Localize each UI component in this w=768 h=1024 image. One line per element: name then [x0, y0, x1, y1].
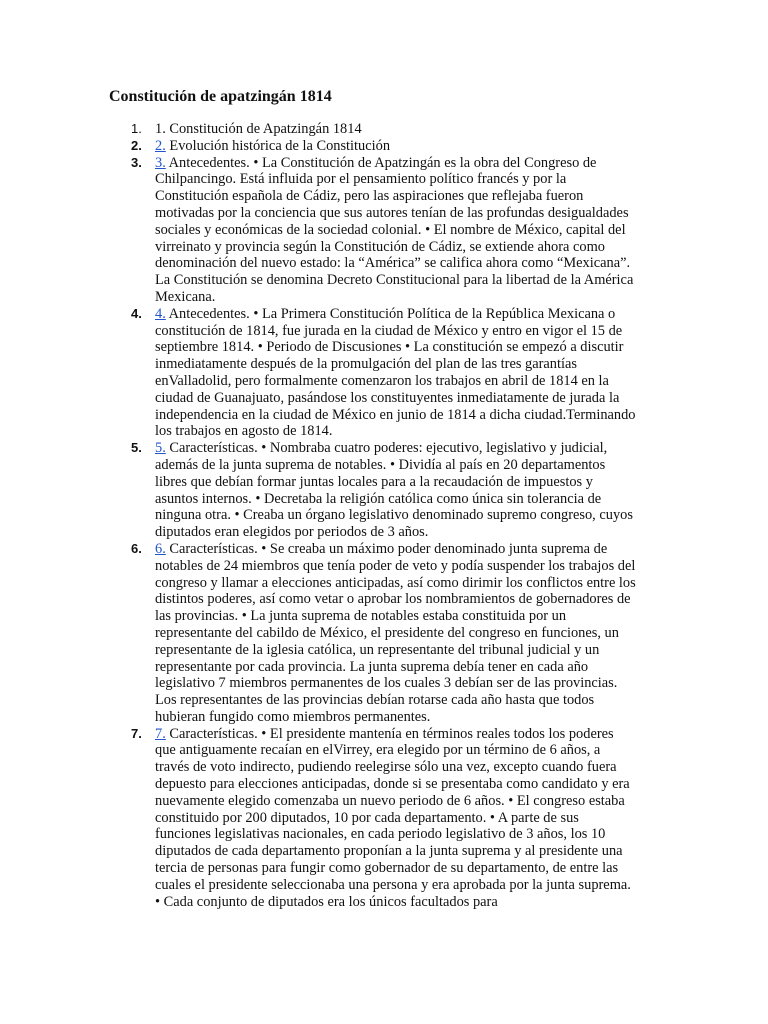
list-item [109, 726, 637, 911]
item-text: Antecedentes. • La Primera Constitución Política de la República Mexicana o constitución de 1814, fue jurada en la ciudad de México y entro en vigor el 15 de septiembre 1814. • Periodo de Discusiones • La constitución se empezó a discutir inmediatamente después de la promulgación del plan de las tres garantías enValladolid, pero formalmente comenzaron los trabajos en abril de 1814 en la ciudad de Guanajuato, pasándose los constituyentes inmediatamente de jurada la independencia en la ciudad de México en junio de 1814 a dicha ciudad.Terminando los trabajos en agosto de 1814. [155, 305, 636, 440]
item-number: 1. [131, 121, 142, 136]
list-item [109, 306, 637, 440]
item-number: 6. [131, 540, 142, 556]
document-title: Constitución de apatzingán 1814 [109, 88, 332, 105]
content-list [109, 121, 637, 910]
slide-link[interactable]: 3. [155, 154, 166, 171]
item-text: 1. Constitución de Apatzingán 1814 [155, 121, 362, 137]
item-number: 3. [131, 154, 142, 170]
slide-link[interactable]: 5. [155, 440, 166, 457]
item-number: 2. [131, 137, 142, 153]
item-text: Características. • Nombraba cuatro poderes: ejecutivo, legislativo y judicial, además de la junta suprema de notables. • Dividía al país en 20 departamentos libres que debían formar juntas locales para a la recaudación de impuestos y asuntos internos. • Decretaba la religión católica como única sin tolerancia de ninguna otra. • Creaba un órgano legislativo denominado supremo congreso, cuyos diputados eran elegidos por periodos de 3 años. [155, 440, 633, 541]
item-number: 4. [131, 305, 142, 321]
slide-link[interactable]: 7. [155, 725, 166, 742]
slide-link[interactable]: 2. [155, 137, 166, 154]
item-text: Características. • Se creaba un máximo poder denominado junta suprema de notables de 24 miembros que tenía poder de veto y podía suspender los trabajos del congreso y llamar a elecciones anticipadas, así como dirimir los conflictos entre los distintos poderes, así como vetar o aprobar los nombramientos de gobernadores de las provincias. • La junta suprema de notables estaba constituida por un representante del cabildo de México, el presidente del congreso en funciones, un representante de la iglesia católica, un representante del tribunal judicial y un representante por cada provincia. La junta suprema debía tener en cada año legislativo 7 miembros permanentes de los cuales 3 debían ser de las provincias. Los representantes de las provincias debían rotarse cada año hasta que todos hubieran fungido como miembros permanentes. [155, 540, 636, 725]
list-item [109, 440, 637, 541]
list-item [109, 155, 637, 306]
slide-link[interactable]: 6. [155, 540, 166, 557]
item-number: 7. [131, 725, 142, 741]
item-text: Características. • El presidente mantenía en términos reales todos los poderes que antiguamente recaían en elVirrey, era elegido por un término de 6 años, a través de voto indirecto, pudiendo reelegirse sólo una vez, excepto cuando fuera depuesto para elecciones anticipadas, donde si se presentaba como candidato y era nuevamente elegido comenzaba un nuevo periodo de 6 años. • El congreso estaba constituido por 200 diputados, 10 por cada departamento. • A parte de sus funciones legislativas nacionales, en cada periodo legislativo de 3 años, los 10 diputados de cada departamento proponían a la junta suprema y al presidente una tercia de personas para fungir como gobernador de su departamento, de entre las cuales el presidente seleccionaba una persona y era aprobada por la junta suprema. • Cada conjunto de diputados era los únicos facultados para [155, 725, 631, 910]
list-item [109, 138, 637, 155]
item-number: 5. [131, 440, 142, 456]
list-item [109, 541, 637, 726]
item-text: Antecedentes. • La Constitución de Apatzingán es la obra del Congreso de Chilpancingo. Está influida por el pensamiento político francés y por la Constitución española de Cádiz, pero las aspiraciones que reflejaba fueron motivadas por la conciencia que sus autores tenían de las profundas desigualdades sociales y económicas de la sociedad colonial. • El nombre de México, capital del virreinato y provincia según la Constitución de Cádiz, se extiende ahora como denominación del nuevo estado: la “América” se califica ahora como “Mexicana”. La Constitución se denomina Decreto Constitucional para la libertad de la América Mexicana. [155, 154, 634, 305]
slide-link[interactable]: 4. [155, 305, 166, 322]
list-item [109, 121, 637, 138]
item-text: Evolución histórica de la Constitución [169, 137, 391, 154]
